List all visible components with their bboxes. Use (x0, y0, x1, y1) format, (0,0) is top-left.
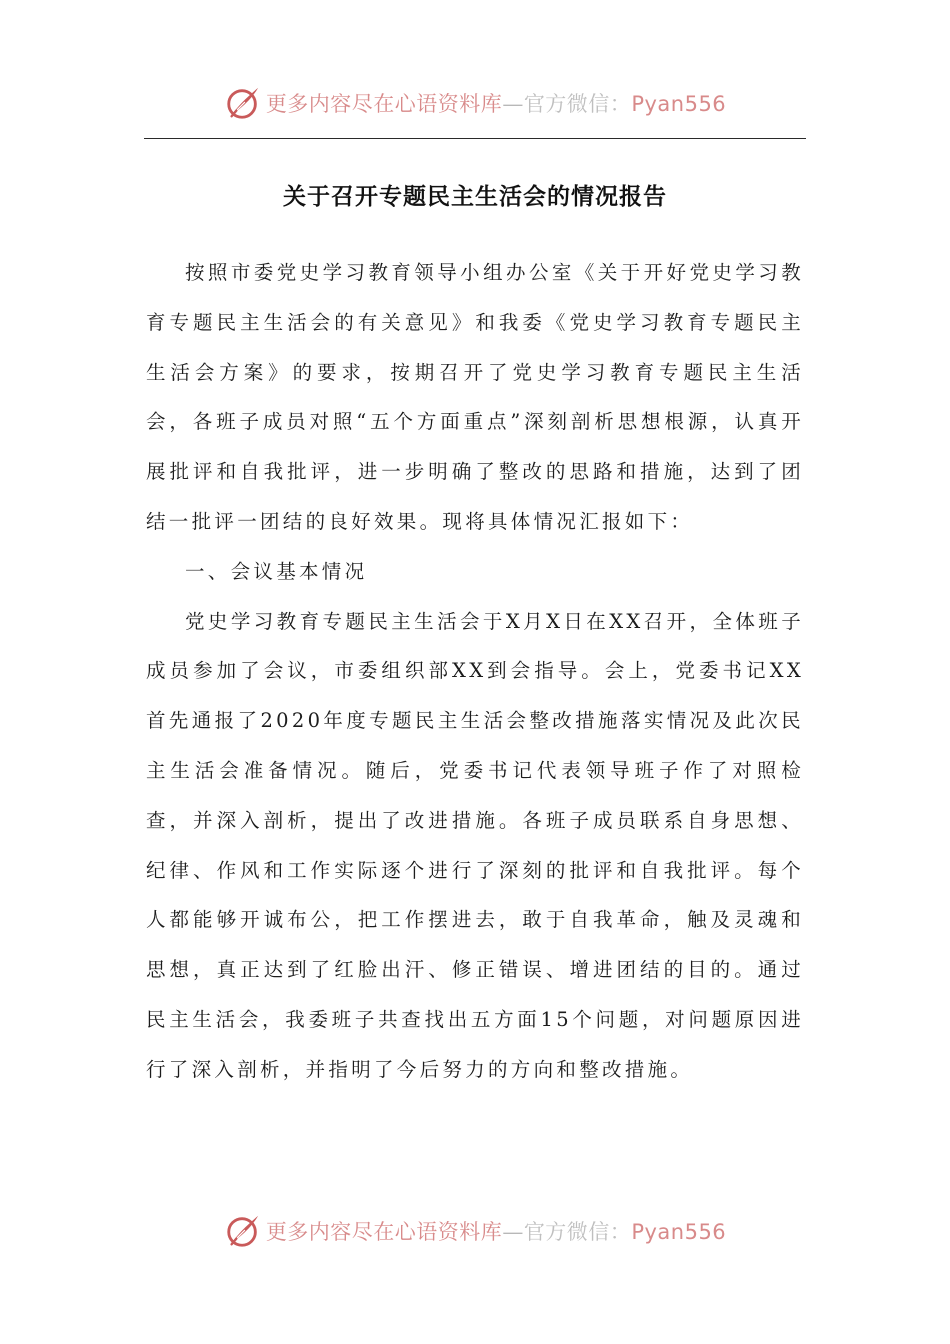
header-divider (144, 138, 806, 139)
document-title: 关于召开专题民主生活会的情况报告 (283, 183, 667, 210)
banner-separator: — (502, 92, 524, 116)
footer-banner (0, 1211, 950, 1251)
footer-wechat-label: 官方微信： (523, 1220, 632, 1244)
quill-pen-circle-icon (224, 1212, 262, 1250)
footer-main-text: 更多内容尽在心语资料库 (265, 1220, 503, 1244)
quill-pen-circle-icon (224, 84, 262, 122)
banner-main-text: 更多内容尽在心语资料库 (265, 92, 503, 116)
banner-wechat-label: 官方微信： (523, 92, 632, 116)
footer-banner-text (266, 1216, 726, 1246)
document-body (146, 248, 804, 1095)
footer-separator: — (502, 1220, 524, 1244)
paragraph-meeting-details: 党史学习教育专题民主生活会于X月X日在XX召开，全体班子成员参加了会议，市委组织部XX到会指导。会上，党委书记XX首先通报了2020年度专题民主生活会整改措施落实情况及此次民主生活会准备情况。随后，党委书记代表领导班子作了对照检查，并深入剖析，提出了改进措施。各班子成员联系自身思想、纪律、作风和工作实际逐个进行了深刻的批评和自我批评。每个人都能够开诚布公，把工作摆进去，敢于自我革命，触及灵魂和思想，真正达到了红脸出汗、修正错误、增进团结的目的。通过民主生活会，我委班子共查找出五方面15个问题，对问题原因进行了深入剖析，并指明了今后努力的方向和整改措施。 (146, 609, 804, 1081)
footer-wechat-id: Pyan556 (631, 1220, 727, 1244)
banner-wechat-id: Pyan556 (631, 92, 727, 116)
section-heading-meeting-overview: 一、会议基本情况 (185, 559, 368, 583)
header-banner (0, 83, 950, 123)
banner-text (266, 88, 726, 118)
paragraph-intro: 按照市委党史学习教育领导小组办公室《关于开好党史学习教育专题民主生活会的有关意见》和我委《党史学习教育专题民主生活会方案》的要求，按期召开了党史学习教育专题民主生活会，各班子成员对照“五个方面重点”深刻剖析思想根源，认真开展批评和自我批评，进一步明确了整改的思路和措施，达到了团结一批评一团结的良好效果。现将具体情况汇报如下： (146, 261, 804, 533)
